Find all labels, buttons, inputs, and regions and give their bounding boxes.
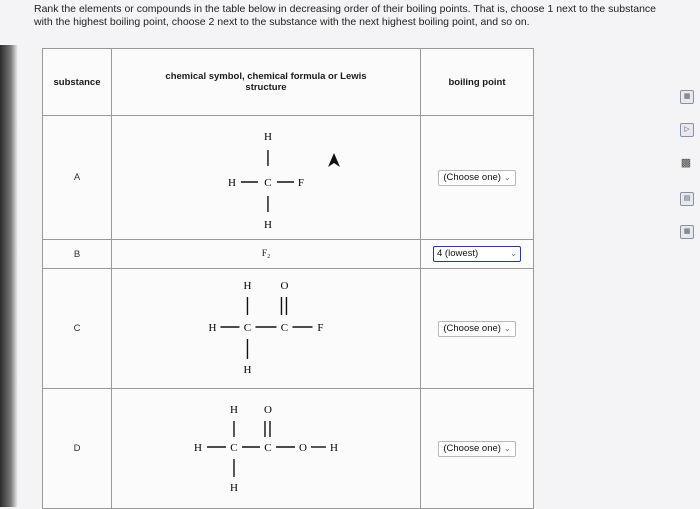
boiling-point-cell-a [421, 116, 534, 240]
atom-c: C [264, 177, 272, 189]
atom-h-top: H [263, 131, 272, 143]
atom-f: F [297, 177, 305, 189]
atom-c2: C [264, 442, 272, 454]
chevron-down-icon: ⌄ [503, 172, 511, 182]
substance-label-c: C [43, 269, 112, 389]
substance-label-b: B [43, 240, 112, 269]
structure-a [112, 116, 421, 240]
atom-c1: C [230, 442, 238, 454]
atom-h-right: H [330, 442, 338, 454]
chart-icon[interactable]: ▩ [680, 157, 692, 169]
atom-c1: C [243, 322, 252, 334]
instructions-text: Rank the elements or compounds in the table below in decreasing order of their boiling points. That is, choose 1 next to the substance with the highest boiling point, choose 2 next to the substance with the next highest boiling point, and so on. [34, 3, 657, 28]
atom-h-bottom: H [230, 482, 238, 494]
atom-o: O [280, 280, 289, 292]
atom-h-top: H [243, 280, 252, 292]
atom-h-left: H [208, 322, 217, 334]
chevron-down-icon: ⌄ [503, 323, 511, 333]
boiling-point-cell-d [421, 389, 534, 509]
header-boiling-point: boiling point [421, 49, 534, 116]
atom-h-left: H [227, 177, 236, 189]
substance-label-a: A [43, 116, 112, 240]
structure-c [112, 269, 421, 389]
atom-h-bottom: H [263, 219, 272, 231]
ranking-table [42, 48, 534, 509]
substance-label-d: D [43, 389, 112, 509]
atom-c2: C [280, 322, 289, 334]
atom-o-double: O [264, 404, 272, 416]
rank-select-b[interactable]: 4 (lowest) ⌄ [433, 246, 521, 262]
header-structure: chemical symbol, chemical formula or Lewis structure [112, 49, 421, 116]
rank-select-d[interactable]: (Choose one) ⌄ [438, 441, 515, 457]
formula-b: F₂ [112, 240, 421, 269]
photo-edge [0, 45, 18, 507]
grid-icon[interactable]: ▦ [680, 90, 694, 104]
structure-d [112, 389, 421, 509]
doc-icon[interactable]: ▤ [680, 192, 694, 206]
chevron-down-icon: ⌄ [510, 249, 517, 258]
video-icon[interactable]: ▷ [680, 123, 694, 137]
atom-f: F [317, 322, 324, 334]
mouse-cursor-icon [327, 152, 341, 168]
atom-h-top: H [230, 404, 238, 416]
atom-h-left: H [194, 442, 202, 454]
atom-h-bottom: H [243, 364, 252, 376]
rank-select-a[interactable]: (Choose one) ⌄ [438, 170, 515, 186]
boiling-point-cell-c [421, 269, 534, 389]
atom-o-single: O [299, 442, 307, 454]
header-substance: substance [43, 49, 112, 116]
periodic-table-icon[interactable]: ▦ [680, 225, 694, 239]
boiling-point-cell-b [421, 240, 534, 269]
rank-select-c[interactable]: (Choose one) ⌄ [438, 321, 515, 337]
chevron-down-icon: ⌄ [503, 443, 511, 453]
